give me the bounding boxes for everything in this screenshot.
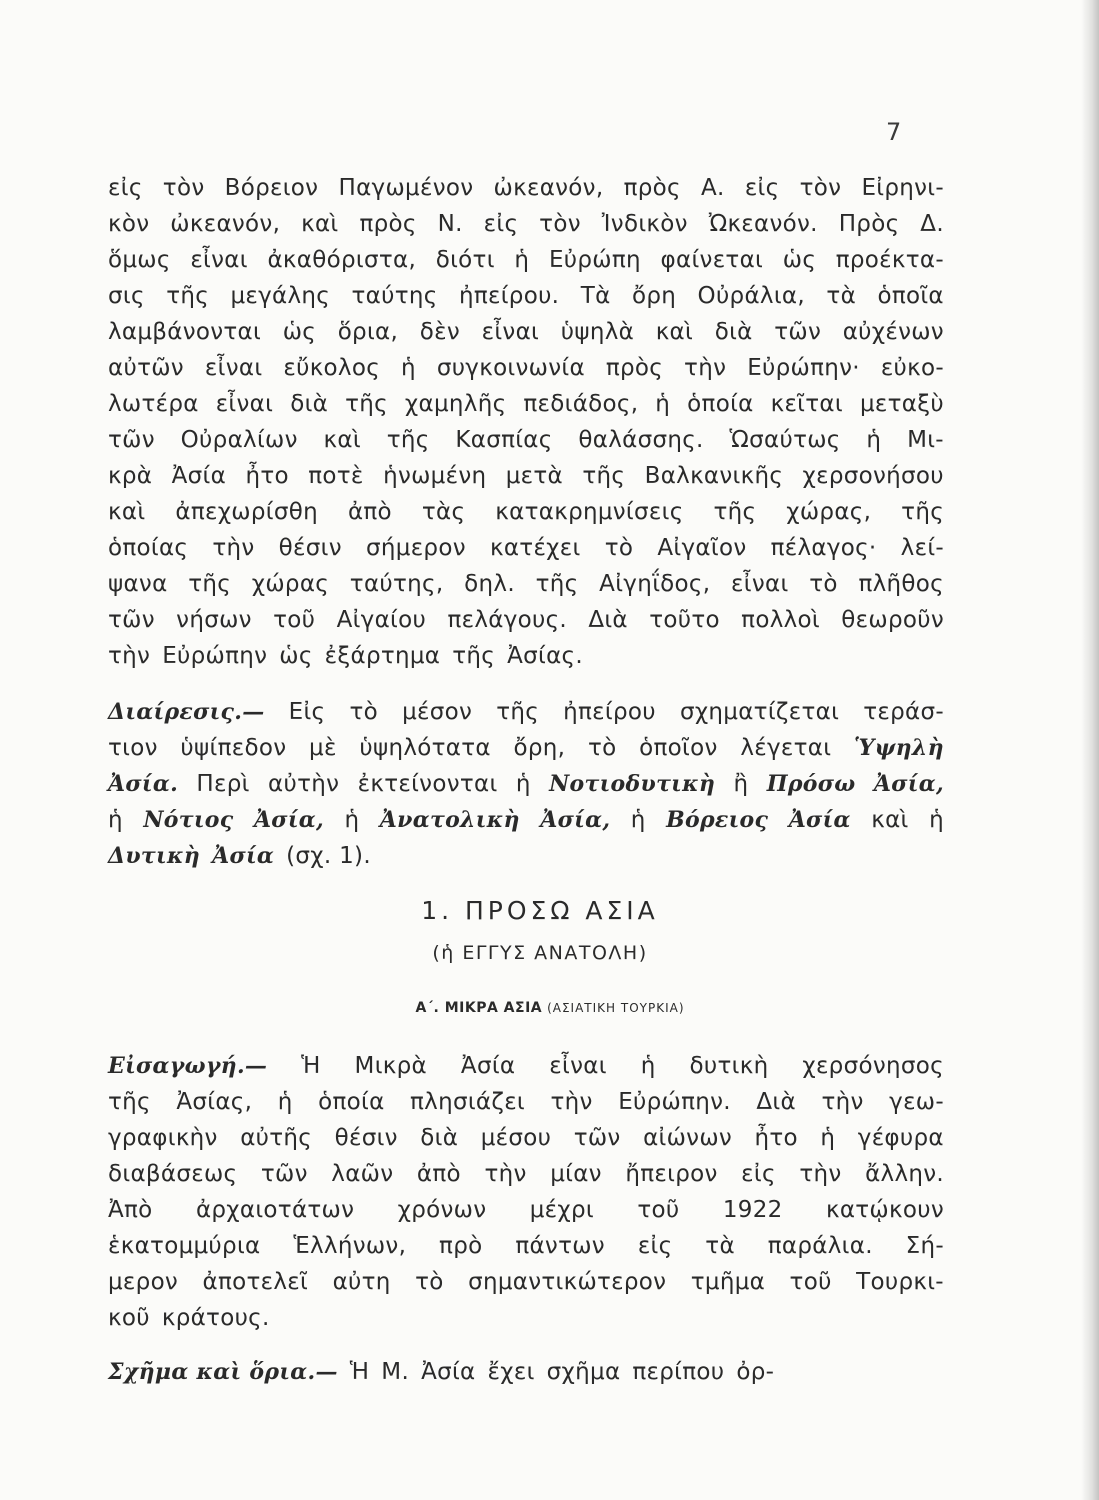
- word: τοῦτο: [649, 607, 720, 633]
- word: Εὐρώπην·: [747, 355, 860, 381]
- word: αὐτη: [332, 1269, 391, 1295]
- text-line: [108, 1228, 944, 1264]
- word: φαίνεται: [660, 247, 764, 273]
- word: τὸ: [415, 1269, 444, 1295]
- bold-term: Ἀσία,: [540, 807, 611, 833]
- word: ἐκτείνονται: [357, 771, 498, 797]
- word: πλησιάζει: [410, 1089, 526, 1115]
- word: εἶναι: [215, 391, 274, 417]
- word: ἦτο: [754, 1125, 798, 1151]
- bold-term: Ἀσία,: [253, 807, 324, 833]
- word: Πρὸς: [838, 211, 900, 237]
- word: ὁποῖον: [639, 735, 718, 761]
- word: χερσονήσου: [802, 463, 944, 489]
- word: κατῴκουν: [825, 1197, 944, 1223]
- word: Παγωμένον: [338, 175, 474, 201]
- word: θεωροῦν: [841, 607, 944, 633]
- word: ταύτης: [351, 283, 438, 309]
- word: Ν.: [437, 211, 463, 237]
- bold-term: Βόρειος: [666, 807, 769, 833]
- bold-term: Πρόσω: [766, 771, 856, 797]
- bold-term: Διαίρεσις.—: [108, 699, 265, 725]
- bold-term: Νότιος: [143, 807, 234, 833]
- word: Διὰ: [756, 1089, 796, 1115]
- word: Σή-: [905, 1233, 944, 1259]
- text-line: [108, 494, 944, 530]
- word: τὸ: [349, 699, 378, 725]
- subsection-heading: [0, 1000, 1099, 1016]
- word: ἡνωμένη: [383, 463, 487, 489]
- word: τὸ: [587, 735, 617, 761]
- word: Εἰς: [288, 699, 326, 725]
- word: τὴν: [212, 535, 255, 561]
- section-heading: 1. ΠΡΟΣΩ ΑΣΙΑ: [421, 896, 659, 925]
- word: πάντων: [515, 1233, 605, 1259]
- word: ἔχει: [487, 1359, 535, 1385]
- word: ὄρη: [631, 283, 677, 309]
- word: εἶναι: [190, 247, 248, 273]
- word: τμῆμα: [690, 1269, 766, 1295]
- word: εἰς: [108, 175, 143, 201]
- word: Ἀσία: [460, 1053, 516, 1079]
- word: ἀρχαιοτάτων: [195, 1197, 355, 1223]
- bold-term: Δυτικὴ: [108, 843, 201, 869]
- word: ταύτης,: [349, 571, 444, 597]
- word: τῆς: [188, 571, 232, 597]
- word: τῆς: [496, 699, 540, 725]
- word: ἀκαθόριστα,: [267, 247, 417, 273]
- text-line: [108, 314, 944, 350]
- bold-term: Ἀσία: [788, 807, 851, 833]
- section-subheading: (ἡ ΕΓΓΥΣ ΑΝΑΤΟΛΗ): [432, 942, 648, 964]
- word: εὔκολος: [283, 355, 381, 381]
- word: Βαλκανικῆς: [644, 463, 784, 489]
- word: θέσιν: [278, 535, 342, 561]
- word: αὐτῶν: [108, 355, 184, 381]
- word: Μ.: [381, 1359, 410, 1385]
- word: εἶναι: [204, 355, 263, 381]
- word: ἡ: [820, 1125, 836, 1151]
- word: καὶ: [655, 319, 694, 345]
- word: ἤπειρον: [625, 1161, 718, 1187]
- word: Μικρὰ: [354, 1053, 427, 1079]
- text-line: [108, 1264, 944, 1300]
- word: λεί-: [900, 535, 944, 561]
- word: γεω-: [889, 1089, 944, 1115]
- text-line: [108, 1120, 944, 1156]
- word: τὴν: [108, 643, 151, 669]
- word: τὴν: [550, 1089, 593, 1115]
- word: θέσιν: [334, 1125, 398, 1151]
- word: ὠκεανόν,: [170, 211, 281, 237]
- word: Ἑλλήνων,: [293, 1233, 407, 1259]
- word: τὸ: [604, 535, 634, 561]
- word: τῆς: [582, 463, 626, 489]
- word: διότι: [435, 247, 495, 273]
- word: Ἡ: [301, 1053, 321, 1079]
- text-line: [108, 1354, 944, 1390]
- word: ψανα: [108, 571, 168, 597]
- bold-term: Εἰσαγωγή.—: [108, 1053, 268, 1079]
- word: Εὐρώπην.: [618, 1089, 731, 1115]
- word: κὸν: [108, 211, 150, 237]
- word: τοῦ: [789, 1269, 832, 1295]
- word: γραφικὴν: [108, 1125, 218, 1151]
- text-line: [108, 458, 944, 494]
- word: ὅμως: [108, 247, 171, 273]
- word: εἶναι: [481, 319, 540, 345]
- word: Αἰγαίου: [336, 607, 427, 633]
- word: τὸ: [809, 571, 838, 597]
- word: εἰς: [744, 175, 780, 201]
- word: Οὐράλια,: [697, 283, 805, 309]
- word: τῆς: [386, 427, 430, 453]
- text-line: [108, 422, 944, 458]
- word: δυτικὴ: [689, 1053, 769, 1079]
- word: διαβάσεως: [108, 1161, 238, 1187]
- word: μέσου: [480, 1125, 552, 1151]
- word: τῶν: [108, 427, 155, 453]
- word: εἰς: [637, 1233, 673, 1259]
- word: τῶν: [260, 1161, 308, 1187]
- word: κοῦ: [108, 1305, 150, 1331]
- word: ἠπείρου.: [458, 283, 560, 309]
- word: χώρας: [251, 571, 330, 597]
- word: ἡ: [344, 807, 360, 833]
- word: ὡς: [282, 319, 317, 345]
- paragraph-shape-borders: [108, 1354, 944, 1390]
- word: τῆς: [345, 391, 388, 417]
- word: 1922: [722, 1197, 783, 1223]
- text-line: [108, 694, 944, 730]
- text-line: [108, 350, 944, 386]
- word: μετὰ: [505, 463, 564, 489]
- word: Ἡ: [349, 1359, 370, 1385]
- word: πρὸς: [359, 211, 417, 237]
- word: Α.: [701, 175, 725, 201]
- text-line: [108, 838, 944, 874]
- bold-term: Ἀσία.: [108, 771, 179, 797]
- word: Εὐρώπη: [548, 247, 641, 273]
- word: ἡ: [929, 807, 944, 833]
- word: μέχρι: [529, 1197, 594, 1223]
- word: λέγεται: [740, 735, 832, 761]
- bold-term: Ἀσία,: [873, 771, 944, 797]
- bold-term: Ἀνατολικὴ: [379, 807, 520, 833]
- word: Ἀπὸ: [108, 1197, 153, 1223]
- word: σχηματίζεται: [679, 699, 840, 725]
- word: κράτους.: [161, 1305, 270, 1331]
- word: ὡς: [782, 247, 817, 273]
- word: ὑψηλὰ: [560, 319, 635, 345]
- word: τὴν: [799, 1161, 842, 1187]
- text-line: [108, 1156, 944, 1192]
- text-line: [108, 1048, 944, 1084]
- word: ὁποία: [318, 1089, 385, 1115]
- word: εἶναι: [549, 1053, 607, 1079]
- word: Διὰ: [588, 607, 628, 633]
- text-line: [108, 386, 944, 422]
- word: ἀπὸ: [347, 499, 392, 525]
- word: ὁποῖα: [877, 283, 944, 309]
- text-line: [108, 1084, 944, 1120]
- bold-term: Ὑψηλὴ: [853, 735, 944, 761]
- word: κατακρημνίσεις: [495, 499, 684, 525]
- word: χρόνων: [397, 1197, 487, 1223]
- word: τῆς: [452, 643, 496, 669]
- word: συγκοινωνία: [436, 355, 585, 381]
- word: εἶναι: [731, 571, 789, 597]
- word: τῶν: [108, 607, 155, 633]
- word: δὲν: [419, 319, 460, 345]
- word: μεταξὺ: [859, 391, 944, 417]
- subsection-subtitle: (ΑΣΙΑΤΙΚΗ ΤΟΥΡΚΙΑ): [547, 1001, 685, 1015]
- word: Ἀσία: [421, 1359, 476, 1385]
- word: τοῦ: [637, 1197, 680, 1223]
- word: Εὐρώπην: [162, 643, 268, 669]
- text-line: [108, 766, 944, 802]
- text-line: [108, 802, 944, 838]
- word: κεῖται: [770, 391, 843, 417]
- word: τῆς: [901, 499, 944, 525]
- word: τὰς: [421, 499, 466, 525]
- word: τῆς: [713, 499, 757, 525]
- word: μὲ: [309, 735, 337, 761]
- word: Ἀσία: [171, 463, 227, 489]
- word: μερον: [108, 1269, 179, 1295]
- word: ἀπεχωρίσθη: [175, 499, 318, 525]
- word: προέκτα-: [835, 247, 944, 273]
- word: τὴν: [684, 355, 727, 381]
- word: ἠπείρου: [563, 699, 656, 725]
- word: ὄρη,: [513, 735, 566, 761]
- word: τοῦ: [273, 607, 316, 633]
- word: σημαντικώτερον: [468, 1269, 667, 1295]
- word: ἡ: [400, 355, 416, 381]
- word: εὐκο-: [880, 355, 944, 381]
- word: μέσον: [402, 699, 473, 725]
- word: ἦτο: [245, 463, 289, 489]
- bold-term: Νοτιοδυτικὴ: [549, 771, 716, 797]
- word: ποτὲ: [308, 463, 364, 489]
- word: τὰ: [705, 1233, 735, 1259]
- word: λαῶν: [331, 1161, 394, 1187]
- text-line: [108, 530, 944, 566]
- subsection-title: Α΄. ΜΙΚΡΑ ΑΣΙΑ: [415, 1000, 543, 1016]
- bold-term: Ἀσία: [212, 843, 275, 869]
- word: πελάγους.: [447, 607, 567, 633]
- word: αἰώνων: [643, 1125, 733, 1151]
- word: χαμηλῆς: [404, 391, 507, 417]
- word: ἡ: [655, 391, 671, 417]
- word: Οὐραλίων: [180, 427, 298, 453]
- word: Τὰ: [580, 283, 611, 309]
- word: γέφυρα: [857, 1125, 944, 1151]
- word: Ἰνδικὸν: [601, 211, 688, 237]
- word: κατέχει: [489, 535, 581, 561]
- word: πολλοὶ: [741, 607, 820, 633]
- word: ὠκεανόν,: [493, 175, 604, 201]
- word: Εἰρηνι-: [861, 175, 944, 201]
- word: Τουρκι-: [856, 1269, 944, 1295]
- word: τῶν: [774, 319, 822, 345]
- text-line: [108, 170, 944, 206]
- word: θαλάσσης.: [578, 427, 704, 453]
- word: διὰ: [714, 319, 753, 345]
- word: πλῆθος: [858, 571, 944, 597]
- word: ἢ: [733, 771, 749, 797]
- word: περίπου: [632, 1359, 725, 1385]
- word: καὶ: [301, 211, 339, 237]
- word: αὐτὴν: [268, 771, 340, 797]
- word: ὑψίπεδον: [180, 735, 287, 761]
- word: τῶν: [573, 1125, 621, 1151]
- word: εἰς: [741, 1161, 776, 1187]
- text-line: [108, 1300, 944, 1336]
- word: ἐξάρτημα: [324, 643, 441, 669]
- word: Ἀσίας.: [507, 643, 583, 669]
- word: διὰ: [420, 1125, 459, 1151]
- text-line: [108, 638, 944, 674]
- bold-term: Σχῆμα καὶ ὅρια.—: [108, 1359, 338, 1385]
- word: μίαν: [550, 1161, 602, 1187]
- word: καὶ: [108, 499, 146, 525]
- word: Βόρειον: [224, 175, 319, 201]
- word: ὡς: [279, 643, 313, 669]
- word: δηλ.: [464, 571, 515, 597]
- word: χερσόνησος: [802, 1053, 944, 1079]
- word: σχῆμα: [546, 1359, 621, 1385]
- paragraph-divisions: [108, 694, 944, 874]
- word: καὶ: [871, 807, 909, 833]
- word: λαμβάνονται: [108, 319, 262, 345]
- word: ἡ: [108, 807, 123, 833]
- word: ὑψηλότατα: [359, 735, 491, 761]
- word: ἀπὸ: [416, 1161, 461, 1187]
- word: Ὡσαύτως: [729, 427, 841, 453]
- page-edge-shadow: [1081, 0, 1099, 1500]
- word: ἡ: [515, 771, 531, 797]
- word: τὴν: [484, 1161, 527, 1187]
- word: εἰς: [483, 211, 519, 237]
- text-line: [108, 602, 944, 638]
- text-line: [108, 206, 944, 242]
- word: Δ.: [920, 211, 944, 237]
- word: τῆς: [535, 571, 579, 597]
- word: ὀρ-: [736, 1359, 775, 1385]
- word: τὸν: [539, 211, 581, 237]
- word: διὰ: [290, 391, 329, 417]
- word: ἡ: [630, 807, 646, 833]
- word: τιον: [108, 735, 158, 761]
- word: ὅρια,: [337, 319, 399, 345]
- text-line: [108, 566, 944, 602]
- word: ἀποτελεῖ: [202, 1269, 309, 1295]
- word: λωτέρα: [108, 391, 199, 417]
- word: πέλαγος·: [770, 535, 877, 561]
- paragraph-introduction: [108, 1048, 944, 1336]
- word: ἑκατομμύρια: [108, 1233, 261, 1259]
- word: πρὸς: [623, 175, 681, 201]
- word: Περὶ: [196, 771, 250, 797]
- text-line: [108, 1192, 944, 1228]
- word: κρὰ: [108, 463, 153, 489]
- word: τὸν: [162, 175, 205, 201]
- word: πρὸ: [439, 1233, 483, 1259]
- word: τῆς: [166, 283, 210, 309]
- text-line: [108, 278, 944, 314]
- word: Ὠκεανόν.: [708, 211, 818, 237]
- word: νήσων: [176, 607, 252, 633]
- word: χώρας,: [786, 499, 872, 525]
- word: ἡ: [277, 1089, 293, 1115]
- word: Ἀσίας,: [176, 1089, 253, 1115]
- word: ὁποίας: [108, 535, 189, 561]
- word: Μι-: [907, 427, 944, 453]
- word: ἄλλην.: [865, 1161, 944, 1187]
- word: αὐτῆς: [240, 1125, 313, 1151]
- word: πεδιάδος,: [523, 391, 639, 417]
- word: τὴν: [821, 1089, 864, 1115]
- word: ἡ: [640, 1053, 656, 1079]
- word: τεράσ-: [863, 699, 944, 725]
- word: (σχ. 1).: [286, 843, 371, 869]
- page-number: 7: [886, 118, 902, 146]
- word: μεγάλης: [230, 283, 331, 309]
- text-line: [108, 730, 944, 766]
- word: πρὸς: [605, 355, 664, 381]
- word: Αἰγηΐδος,: [599, 571, 711, 597]
- word: παράλια.: [767, 1233, 873, 1259]
- word: τὰ: [826, 283, 857, 309]
- word: αὐχένων: [842, 319, 944, 345]
- word: ἡ: [514, 247, 530, 273]
- paragraph-continents-borders: [108, 170, 944, 674]
- word: ἡ: [866, 427, 882, 453]
- word: Αἰγαῖον: [657, 535, 747, 561]
- word: σήμερον: [366, 535, 466, 561]
- word: τῆς: [108, 1089, 151, 1115]
- word: Κασπίας: [455, 427, 553, 453]
- word: ὁποία: [687, 391, 754, 417]
- word: καὶ: [323, 427, 361, 453]
- text-line: [108, 242, 944, 278]
- word: τὸν: [799, 175, 842, 201]
- word: σις: [108, 283, 145, 309]
